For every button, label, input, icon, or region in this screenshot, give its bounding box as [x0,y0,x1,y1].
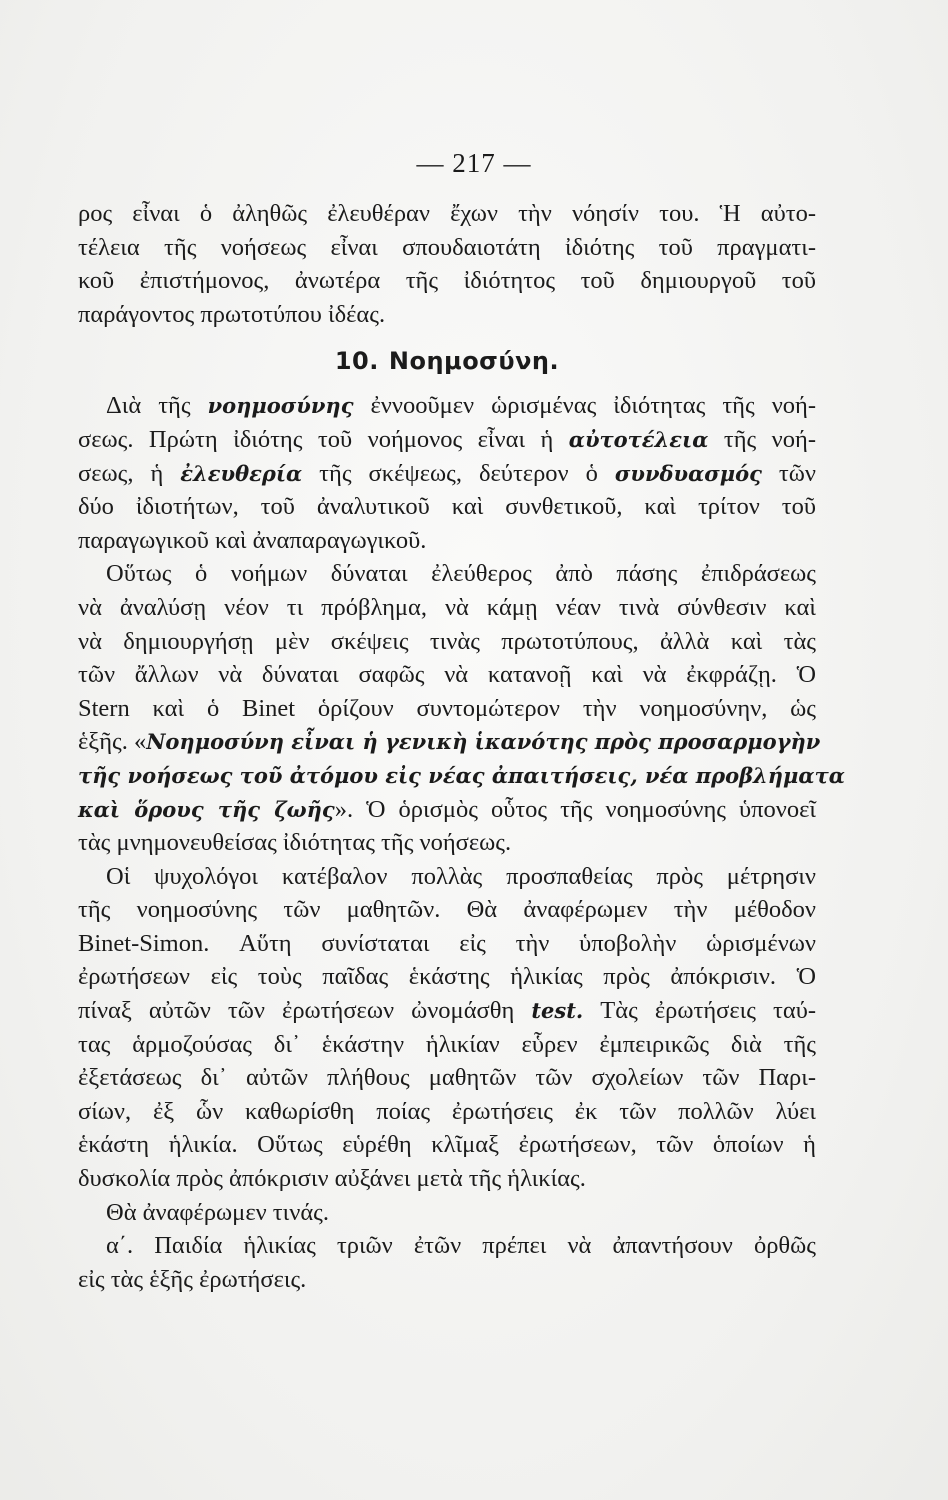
text-line: καὶ ὅρους τῆς ζωῆς». Ὁ ὁρισμὸς οὗτος τῆς νοημοσύνης ὑπονοεῖ [78,795,816,823]
text-line: σεως, ἡ ἐλευθερία τῆς σκέψεως, δεύτερον ὁ συνδυασμός τῶν [78,459,816,487]
text-line: Θὰ ἀναφέρωμεν τινάς. [106,1198,329,1226]
paragraph-item-a [78,1229,816,1296]
text-line: Διὰ τῆς νοημοσύνης ἐννοοῦμεν ὡρισμένας ἰδιότητας τῆς νοή- [106,392,816,420]
text-line: α΄. Παιδία ἡλικίας τριῶν ἐτῶν πρέπει νὰ ἀπαντήσουν ὀρθῶς [106,1232,816,1260]
text-line: σίων, ἐξ ὧν καθωρίσθη ποίας ἐρωτήσεις ἐκ τῶν πολλῶν λύει [78,1097,816,1125]
text-line: Binet-Simon. Αὕτη συνίσταται εἰς τὴν ὑποβολὴν ὡρισμένων [78,929,816,957]
text-line: παραγωγικοῦ καὶ ἀναπαραγωγικοῦ. [78,526,427,554]
emphasis-term: ἐλευθερία [180,460,303,486]
paragraph-stern-binet [78,557,845,859]
intro-paragraph [78,197,816,331]
text-line: δυσκολία πρὸς ἀπόκρισιν αὐξάνει μετὰ τῆς ἡλικίας. [78,1165,586,1193]
paragraph-definition [78,389,816,557]
emphasis-term: test. [531,998,584,1024]
text-line: τῶν ἄλλων νὰ δύναται σαφῶς νὰ κατανοῇ καὶ νὰ ἐκφράζῃ. Ὁ [78,661,816,689]
text-line: ἑκάστη ἡλικία. Οὕτως εὑρέθη κλῖμαξ ἐρωτήσεων, τῶν ὁποίων ἡ [78,1131,816,1159]
section-heading [78,341,816,381]
text-line: πίναξ αὐτῶν τῶν ἐρωτήσεων ὠνομάσθη test. Τὰς ἐρωτήσεις ταύ- [78,997,816,1025]
emphasis-term: συνδυασμός [614,460,762,486]
section-number: 10. [334,347,379,376]
text-line: νὰ ἀναλύσῃ νέον τι πρόβλημα, νὰ κάμῃ νέαν τινὰ σύνθεσιν καὶ [78,593,816,621]
paragraph-examples-intro [78,1196,816,1230]
definition-quote: τῆς νοήσεως τοῦ ἀτόμου εἰς νέας ἀπαιτήσεις, νέα προβλήματα [78,762,845,788]
text-line: τὰς μνημονευθείσας ἰδιότητας τῆς νοήσεως. [78,829,512,857]
page-body-text [78,197,845,1296]
page-number: — 217 — [416,148,532,178]
text-line: δύο ἰδιοτήτων, τοῦ ἀναλυτικοῦ καὶ συνθετικοῦ, καὶ τρίτον τοῦ [78,493,816,521]
text-line: εἰς τὰς ἑξῆς ἐρωτήσεις. [78,1265,307,1293]
section-title: Νοημοσύνη. [388,347,560,376]
emphasis-term: αὐτοτέλεια [568,426,709,452]
definition-quote: καὶ ὅρους τῆς ζωῆς [78,796,335,822]
definition-quote: Νοημοσύνη εἶναι ἡ γενικὴ ἱκανότης πρὸς προσαρμογὴν [146,729,821,755]
paragraph-binet-simon [78,860,816,1196]
text-line: σεως. Πρώτη ἰδιότης τοῦ νοήμονος εἶναι ἡ αὐτοτέλεια τῆς νοή- [78,425,816,453]
text-line: Οἱ ψυχολόγοι κατέβαλον πολλὰς προσπαθείας πρὸς μέτρησιν [106,862,816,890]
text-line: τῆς νοημοσύνης τῶν μαθητῶν. Θὰ ἀναφέρωμεν τὴν μέθοδον [78,896,816,924]
text-line: τέλεια τῆς νοήσεως εἶναι σπουδαιοτάτη ἰδιότης τοῦ πραγματι- [78,233,816,261]
text-line: κοῦ ἐπιστήμονος, ἀνωτέρα τῆς ἰδιότητος τοῦ δημιουργοῦ τοῦ [78,267,816,295]
text-line: Stern καὶ ὁ Binet ὁρίζουν συντομώτερον τὴν νοημοσύνην, ὡς [78,694,816,722]
text-line: τας ἁρμοζούσας δι᾽ ἑκάστην ἡλικίαν εὗρεν ἐμπειρικῶς διὰ τῆς [78,1030,816,1058]
text-line: ἐρωτήσεων εἰς τοὺς παῖδας ἑκάστης ἡλικίας πρὸς ἀπόκρισιν. Ὁ [78,963,816,991]
text-line: Οὕτως ὁ νοήμων δύναται ἐλεύθερος ἀπὸ πάσης ἐπιδράσεως [106,560,816,588]
emphasis-term: νοημοσύνης [207,393,354,419]
text-line: νὰ δημιουργήσῃ μὲν σκέψεις τινὰς πρωτοτύπους, ἀλλὰ καὶ τὰς [78,627,816,655]
text-line [78,759,845,793]
text-line: παράγοντος πρωτοτύπου ἰδέας. [78,300,386,328]
text-line: ἐξετάσεως δι᾽ αὐτῶν πλήθους μαθητῶν τῶν σχολείων τῶν Παρι- [78,1064,816,1092]
text-line: ρος εἶναι ὁ ἀληθῶς ἐλευθέραν ἔχων τὴν νόησίν του. Ἡ αὐτο- [78,200,816,227]
text-line: ἑξῆς. «Νοημοσύνη εἶναι ἡ γενικὴ ἱκανότης πρὸς προσαρμογὴν [78,728,821,756]
